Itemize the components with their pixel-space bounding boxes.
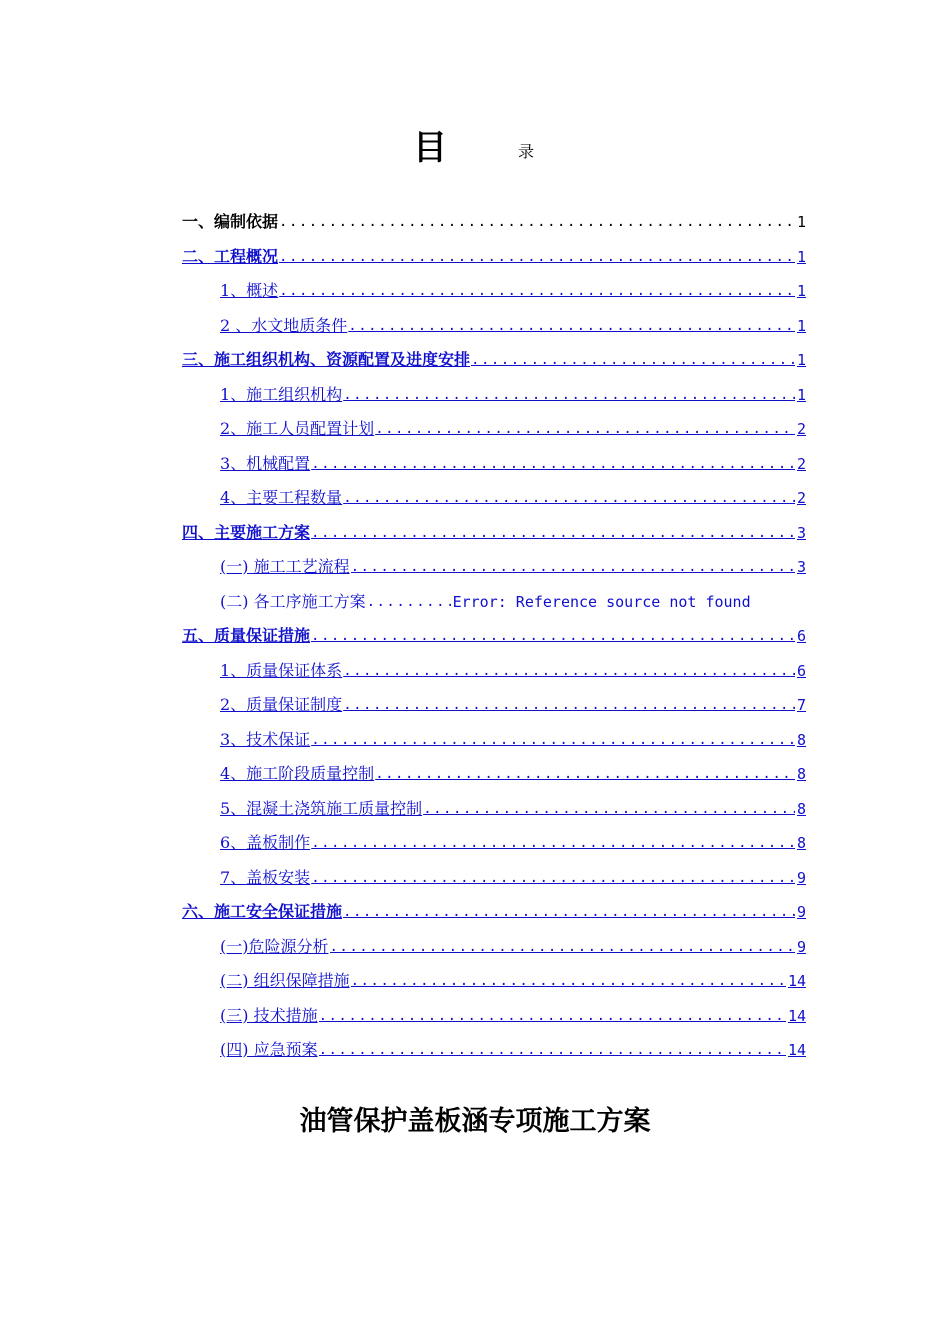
- toc-entry-title: 5、混凝土浇筑施工质量控制: [220, 799, 423, 818]
- toc-entry-title: (二) 组织保障措施: [220, 971, 350, 990]
- toc-entry-title: (二) 各工序施工方案: [220, 592, 366, 611]
- toc-subsection-link[interactable]: [220, 830, 806, 856]
- toc-entry-title: 4、主要工程数量: [220, 488, 343, 507]
- toc-entry-title: 二、工程概况: [182, 247, 279, 266]
- toc-subsection-link[interactable]: [220, 589, 806, 615]
- toc-page-number: 9: [796, 938, 806, 956]
- toc-page-number: 3: [796, 524, 806, 542]
- toc-dot-leader: [311, 623, 795, 649]
- toc-entry-title: (三) 技术措施: [220, 1006, 318, 1025]
- toc-page-number: 8: [796, 800, 806, 818]
- toc-section-link[interactable]: [182, 347, 806, 373]
- toc-dot-leader: [423, 796, 795, 822]
- toc-entry-title: (一)危险源分析: [220, 937, 329, 956]
- toc-subsection-link[interactable]: [220, 382, 806, 408]
- toc-subsection-link[interactable]: [220, 934, 806, 960]
- toc-section-link[interactable]: [182, 209, 806, 235]
- toc-page-number: 1: [796, 386, 806, 404]
- toc-subsection-link[interactable]: [220, 1003, 806, 1029]
- toc-dot-leader: [343, 485, 795, 511]
- toc-dot-leader: [311, 830, 795, 856]
- toc-dot-leader: [279, 209, 795, 235]
- toc-dot-leader: [279, 244, 795, 270]
- toc-section-link[interactable]: [182, 623, 806, 649]
- toc-entry-title: 3、技术保证: [220, 730, 311, 749]
- toc-page-number: Error: Reference source not found: [452, 593, 751, 611]
- toc-subsection-link[interactable]: [220, 485, 806, 511]
- toc-subsection-link[interactable]: [220, 313, 806, 339]
- toc-dot-leader: [351, 554, 795, 580]
- toc-subsection-link[interactable]: [220, 761, 806, 787]
- toc-dot-leader: [367, 589, 451, 615]
- toc-entry-title: 1、质量保证体系: [220, 661, 343, 680]
- document-title: 油管保护盖板涵专项施工方案: [299, 1106, 651, 1137]
- toc-subsection-link[interactable]: [220, 416, 806, 442]
- toc-page-number: 14: [787, 1041, 806, 1059]
- toc-dot-leader: [343, 899, 795, 925]
- toc-dot-leader: [343, 692, 795, 718]
- toc-subsection-link[interactable]: [220, 727, 806, 753]
- toc-entry-title: 1、概述: [220, 281, 279, 300]
- toc-entry-title: (一) 施工工艺流程: [220, 557, 350, 576]
- toc-subsection-link[interactable]: [220, 278, 806, 304]
- toc-entry-title: 2 、水文地质条件: [220, 316, 348, 335]
- toc-dot-leader: [311, 727, 795, 753]
- toc-page-number: 7: [796, 696, 806, 714]
- toc-page-number: 2: [796, 489, 806, 507]
- toc-dot-leader: [311, 451, 795, 477]
- toc-section-link[interactable]: [182, 244, 806, 270]
- toc-page-number: 1: [796, 317, 806, 335]
- toc-page-number: 3: [796, 558, 806, 576]
- toc-page-number: 8: [796, 731, 806, 749]
- toc-heading-char-2: 录: [518, 142, 535, 161]
- toc-dot-leader: [351, 968, 786, 994]
- toc-page-number: 14: [787, 972, 806, 990]
- toc-dot-leader: [311, 865, 795, 891]
- toc-subsection-link[interactable]: [220, 796, 806, 822]
- toc-page-number: 14: [787, 1007, 806, 1025]
- toc-subsection-link[interactable]: [220, 865, 806, 891]
- toc-section-link[interactable]: [182, 520, 806, 546]
- toc-dot-leader: [343, 382, 795, 408]
- toc-subsection-link[interactable]: [220, 658, 806, 684]
- toc-page-number: 8: [796, 834, 806, 852]
- toc-page-number: 1: [796, 351, 806, 369]
- toc-entry-title: 三、施工组织机构、资源配置及进度安排: [182, 350, 471, 369]
- toc-entry-title: 六、施工安全保证措施: [182, 902, 343, 921]
- toc-entry-title: 2、施工人员配置计划: [220, 419, 375, 438]
- toc-page-number: 6: [796, 627, 806, 645]
- toc-dot-leader: [319, 1003, 786, 1029]
- toc-dot-leader: [343, 658, 795, 684]
- toc-subsection-link[interactable]: [220, 692, 806, 718]
- toc-entry-title: 2、质量保证制度: [220, 695, 343, 714]
- toc-subsection-link[interactable]: [220, 1037, 806, 1063]
- toc-page-number: 9: [796, 903, 806, 921]
- toc-page-number: 1: [796, 282, 806, 300]
- toc-dot-leader: [375, 416, 795, 442]
- toc-page-number: 9: [796, 869, 806, 887]
- toc-dot-leader: [348, 313, 795, 339]
- toc-dot-leader: [471, 347, 795, 373]
- toc-page-number: 2: [796, 455, 806, 473]
- toc-entry-title: 6、盖板制作: [220, 833, 311, 852]
- toc-dot-leader: [330, 934, 795, 960]
- toc-dot-leader: [375, 761, 795, 787]
- toc-page-number: 8: [796, 765, 806, 783]
- toc-page-number: 1: [796, 213, 806, 231]
- toc-heading-char-1: 目: [413, 128, 447, 168]
- toc-entry-title: 7、盖板安装: [220, 868, 311, 887]
- toc-section-link[interactable]: [182, 899, 806, 925]
- toc-dot-leader: [279, 278, 795, 304]
- toc-entry-title: 4、施工阶段质量控制: [220, 764, 375, 783]
- toc-page-number: 1: [796, 248, 806, 266]
- toc-entry-title: 1、施工组织机构: [220, 385, 343, 404]
- toc-dot-leader: [311, 520, 795, 546]
- toc-subsection-link[interactable]: [220, 968, 806, 994]
- toc-entry-title: 五、质量保证措施: [182, 626, 311, 645]
- toc-page-number: 6: [796, 662, 806, 680]
- toc-subsection-link[interactable]: [220, 451, 806, 477]
- toc-entry-title: 一、编制依据: [182, 212, 279, 231]
- toc-dot-leader: [319, 1037, 786, 1063]
- toc-page-number: 2: [796, 420, 806, 438]
- toc-entry-title: 3、机械配置: [220, 454, 311, 473]
- toc-entry-title: 四、主要施工方案: [182, 523, 311, 542]
- toc-subsection-link[interactable]: [220, 554, 806, 580]
- toc-entry-title: (四) 应急预案: [220, 1040, 318, 1059]
- toc-heading: [0, 126, 950, 176]
